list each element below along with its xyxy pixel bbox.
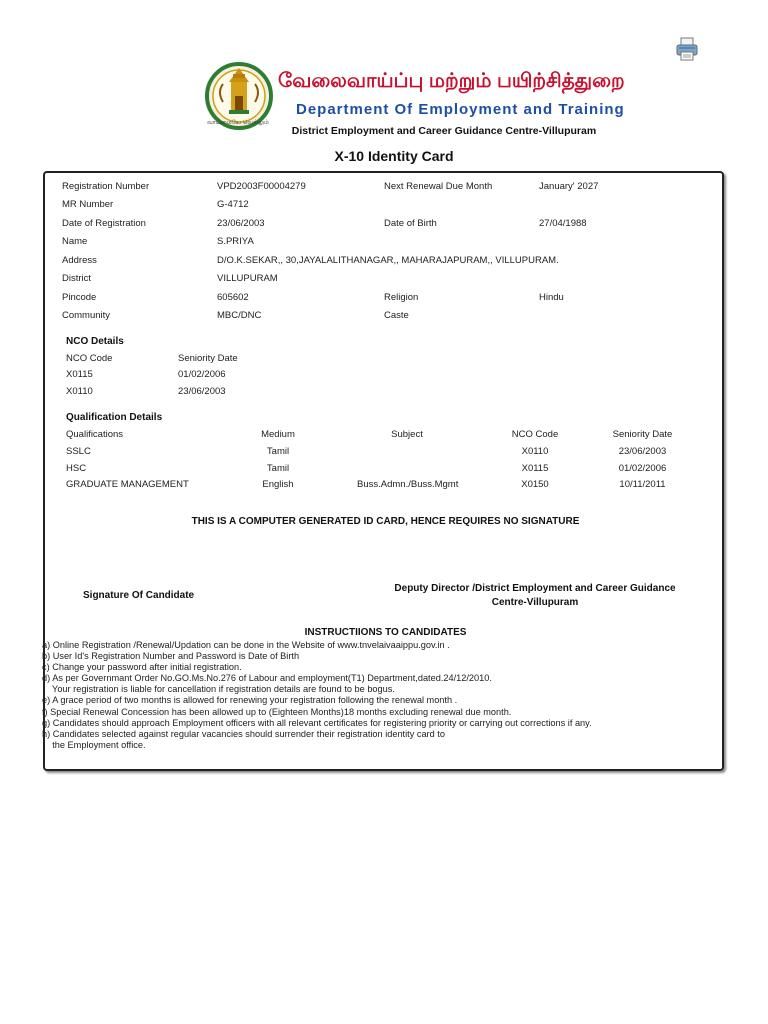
religion-value: Hindu: [539, 292, 564, 303]
qual-cell-qualification: HSC: [66, 463, 87, 474]
date-of-registration-label: Date of Registration: [62, 218, 146, 229]
address-value: D/O.K.SEKAR,, 30,JAYALALITHANAGAR,, MAHARAJAPURAM,, VILLUPURAM.: [217, 255, 559, 266]
instruction-line: g) Candidates should approach Employment officers with all relevant certificates for registering priority or carrying out corrections if any.: [42, 718, 592, 728]
computer-generated-notice: THIS IS A COMPUTER GENERATED ID CARD, HENCE REQUIRES NO SIGNATURE: [191, 516, 580, 527]
pincode-value: 605602: [217, 292, 249, 303]
district-office-subtitle: District Employment and Career Guidance Centre-Villupuram: [291, 125, 597, 137]
instructions-title: INSTRUCTIIONS TO CANDIDATES: [304, 627, 467, 638]
community-value: MBC/DNC: [217, 310, 262, 321]
director-signature-line2: Centre-Villupuram: [491, 597, 579, 608]
next-renewal-value: January' 2027: [539, 181, 599, 192]
director-signature-line1: Deputy Director /District Employment and Career Guidance: [394, 583, 676, 594]
tamil-nadu-emblem-logo: [205, 62, 273, 134]
qual-header-subject: Subject: [391, 429, 423, 440]
tamil-department-title: வேலைவாய்ப்பு மற்றும் பயிற்சித்துறை: [278, 70, 625, 92]
qual-header-qualifications: Qualifications: [66, 429, 124, 440]
printer-icon[interactable]: [676, 37, 698, 61]
qual-header-medium: Medium: [261, 429, 295, 440]
card-title: X-10 Identity Card: [334, 148, 454, 164]
qualification-details-title: Qualification Details: [66, 412, 163, 423]
next-renewal-label: Next Renewal Due Month: [384, 181, 493, 192]
qual-cell-seniority-date: 23/06/2003: [618, 446, 667, 457]
nco-header-seniority: Seniority Date: [178, 353, 238, 364]
pincode-label: Pincode: [62, 292, 97, 303]
mr-number-value: G-4712: [217, 199, 249, 210]
nco-row-code: X0110: [66, 386, 93, 397]
instruction-line: the Employment office.: [42, 740, 146, 750]
date-of-birth-label: Date of Birth: [384, 218, 437, 229]
instruction-line: d) As per Governmant Order No.GO.Ms.No.276 of Labour and employment(T1) Department,dated.24/12/2010.: [42, 673, 492, 683]
nco-row-date: 23/06/2003: [178, 386, 226, 397]
qual-cell-qualification: SSLC: [66, 446, 91, 457]
qual-cell-medium: English: [262, 479, 294, 490]
nco-details-title: NCO Details: [66, 336, 124, 347]
emblem-motto: வாய்மையே வெல்லும்: [207, 120, 270, 126]
department-title: Department Of Employment and Training: [296, 101, 625, 118]
mr-number-label: MR Number: [62, 199, 114, 210]
address-label: Address: [62, 255, 97, 266]
caste-label: Caste: [384, 310, 409, 321]
name-value: S.PRIYA: [217, 236, 254, 247]
qual-cell-nco-code: X0150: [521, 479, 549, 490]
registration-number-label: Registration Number: [62, 181, 150, 192]
nco-header-code: NCO Code: [66, 353, 113, 364]
nco-row-date: 01/02/2006: [178, 369, 226, 380]
date-of-registration-value: 23/06/2003: [217, 218, 265, 229]
qual-cell-nco-code: X0110: [521, 446, 549, 457]
instruction-line: f) Special Renewal Concession has been allowed up to (Eighteen Months)18 months excluding renewal due month.: [42, 707, 512, 717]
qual-cell-subject: Buss.Admn./Buss.Mgmt: [357, 479, 459, 490]
qual-cell-nco-code: X0115: [521, 463, 549, 474]
instruction-line: e) A grace period of two months is allowed for renewing your registration following the renewal month .: [42, 695, 458, 705]
name-label: Name: [62, 236, 88, 247]
identity-card: [43, 171, 724, 771]
qual-cell-seniority-date: 01/02/2006: [618, 463, 667, 474]
qual-cell-medium: Tamil: [266, 463, 290, 474]
instruction-line: c) Change your password after initial registration.: [42, 662, 242, 672]
religion-label: Religion: [384, 292, 419, 303]
qual-header-nco-code: NCO Code: [511, 429, 559, 440]
qual-cell-qualification: GRADUATE MANAGEMENT: [66, 479, 189, 490]
qual-cell-seniority-date: 10/11/2011: [619, 479, 666, 490]
qual-cell-medium: Tamil: [266, 446, 290, 457]
instruction-line: a) Online Registration /Renewal/Updation can be done in the Website of www.tnvelaivaaippu.gov.in .: [42, 640, 450, 650]
date-of-birth-value: 27/04/1988: [539, 218, 587, 229]
registration-number-value: VPD2003F00004279: [217, 181, 306, 192]
district-label: District: [62, 273, 92, 284]
qual-header-seniority-date: Seniority Date: [612, 429, 673, 440]
community-label: Community: [62, 310, 111, 321]
instruction-line: b) User Id's Registration Number and Password is Date of Birth: [42, 651, 300, 661]
district-value: VILLUPURAM: [217, 273, 278, 284]
instruction-line: Your registration is liable for cancellation if registration details are found to be bogus.: [42, 684, 395, 694]
instruction-line: h) Candidates selected against regular vacancies should surrender their registration identity card to: [42, 729, 445, 739]
nco-row-code: X0115: [66, 369, 93, 380]
candidate-signature-label: Signature Of Candidate: [83, 590, 195, 601]
